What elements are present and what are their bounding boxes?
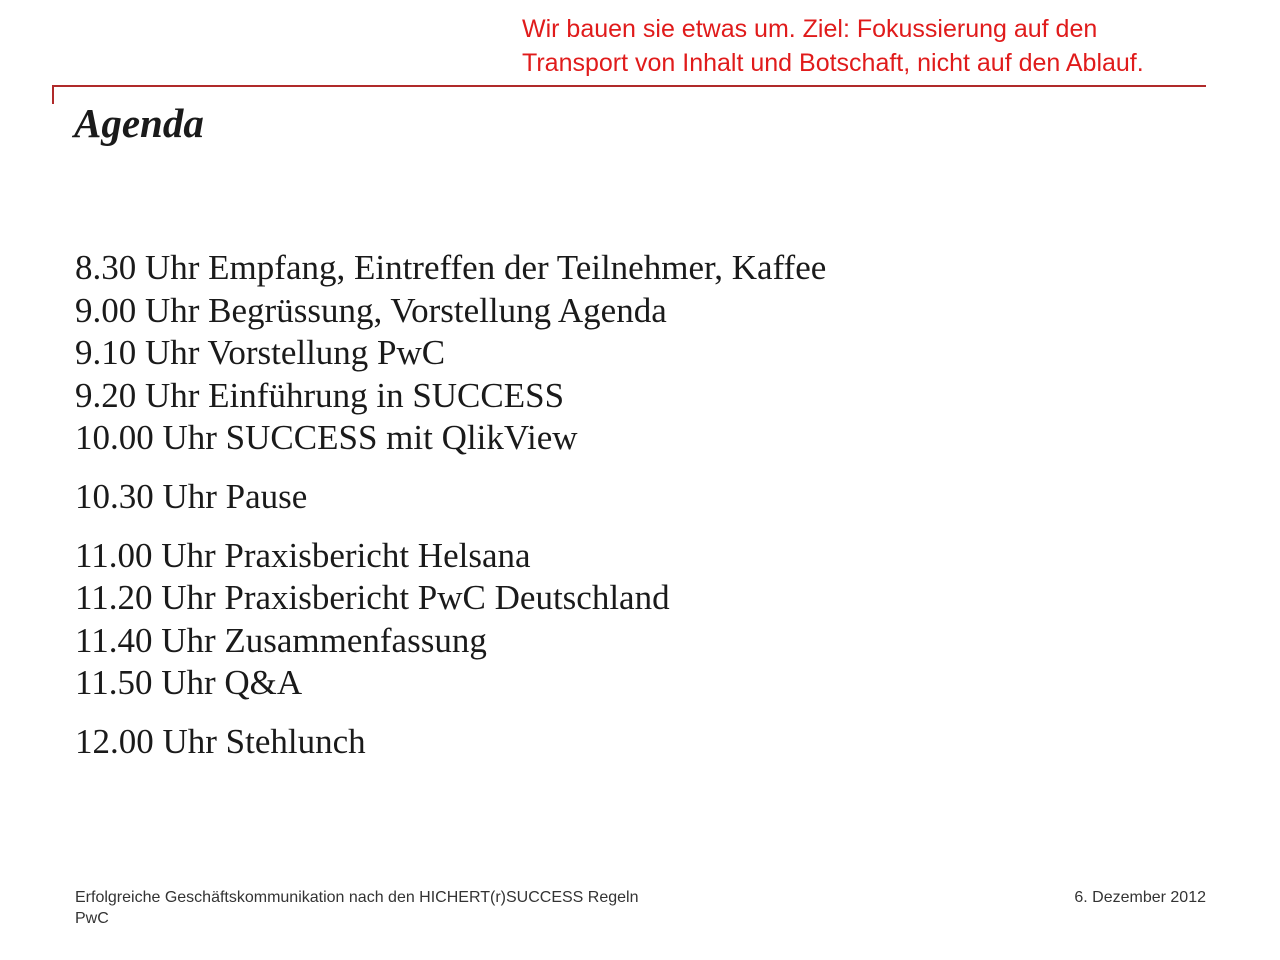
agenda-item: 9.10 Uhr Vorstellung PwC xyxy=(75,333,446,373)
agenda-item: 11.40 Uhr Zusammenfassung xyxy=(75,620,487,660)
agenda-item: 11.00 Uhr Praxisbericht Helsana xyxy=(75,535,531,575)
agenda-item: 12.00 Uhr Stehlunch xyxy=(75,721,366,761)
agenda-list xyxy=(75,247,826,764)
agenda-item: 10.00 Uhr SUCCESS mit QlikView xyxy=(75,418,578,458)
footer-title: Erfolgreiche Geschäftskommunikation nach den HICHERT(r)SUCCESS Regeln xyxy=(75,889,639,906)
footer-left xyxy=(75,887,638,929)
footer-date: 6. Dezember 2012 xyxy=(1074,889,1206,906)
header-rule xyxy=(52,85,1206,87)
annotation-line-2: Transport von Inhalt und Botschaft, nicht auf den Ablauf. xyxy=(522,49,1144,77)
agenda-item: 11.20 Uhr Praxisbericht PwC Deutschland xyxy=(75,578,670,618)
header-rule-corner xyxy=(52,85,54,104)
slide-title: Agenda xyxy=(74,100,204,146)
agenda-item: 9.00 Uhr Begrüssung, Vorstellung Agenda xyxy=(75,290,667,330)
annotation-line-1: Wir bauen sie etwas um. Ziel: Fokussierung auf den xyxy=(522,15,1098,43)
agenda-item: 9.20 Uhr Einführung in SUCCESS xyxy=(75,375,565,415)
footer-company: PwC xyxy=(75,910,109,927)
annotation-note xyxy=(522,12,1262,80)
agenda-item: 8.30 Uhr Empfang, Eintreffen der Teilnehmer, Kaffee xyxy=(75,248,827,287)
agenda-item: 10.30 Uhr Pause xyxy=(75,476,308,516)
agenda-item: 11.50 Uhr Q&A xyxy=(75,663,303,703)
